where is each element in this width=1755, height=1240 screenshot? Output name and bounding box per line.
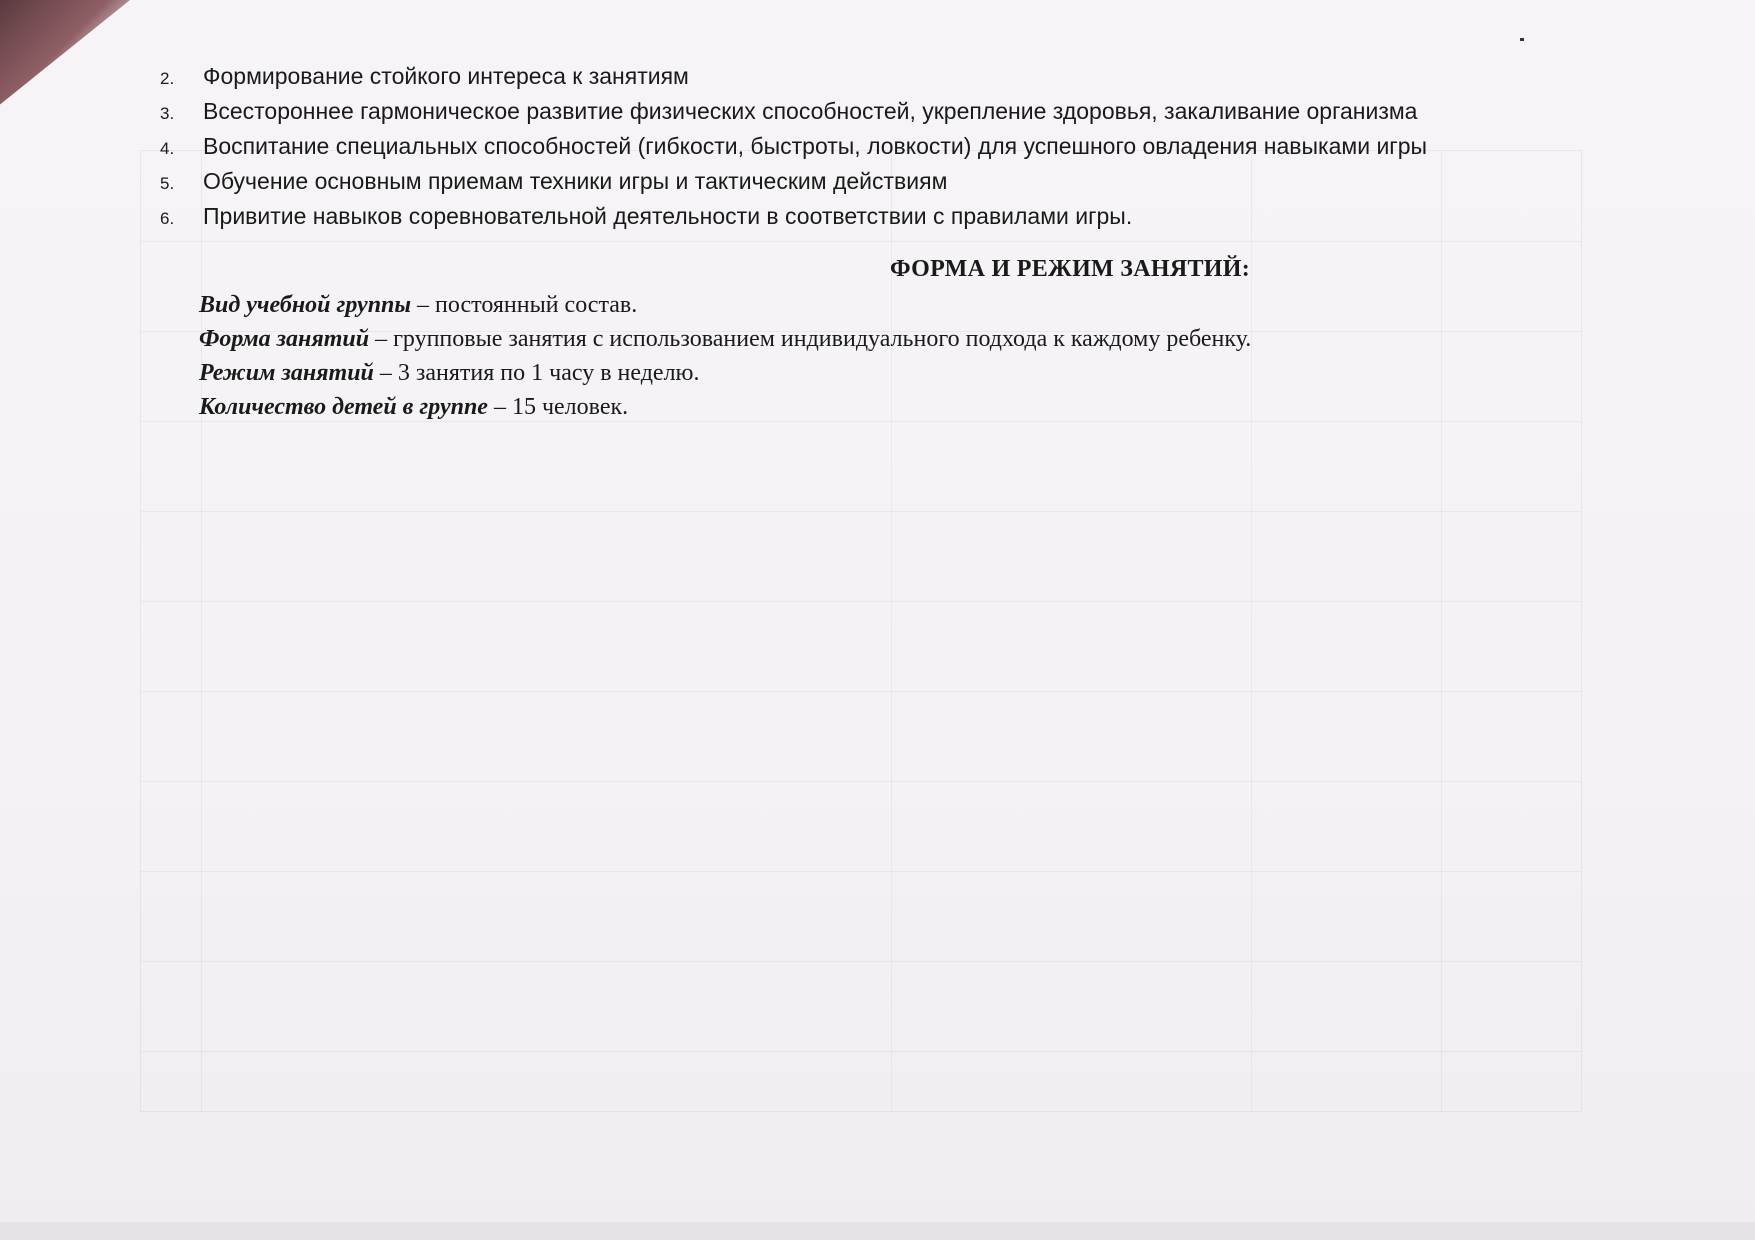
- bleed-row-line: [141, 961, 1581, 962]
- section-title: ФОРМА И РЕЖИМ ЗАНЯТИЙ:: [889, 256, 1251, 282]
- list-item-text: Воспитание специальных способностей (гибкости, быстроты, ловкости) для успешного овладения навыками игры: [203, 133, 1428, 159]
- bleed-row-line: [141, 511, 1581, 512]
- list-item-text: Привитие навыков соревновательной деятельности в соответствии с правилами игры.: [203, 203, 1133, 229]
- bleed-col-line: [1441, 151, 1442, 1111]
- bleed-row-line: [141, 1051, 1581, 1052]
- bleed-row-line: [141, 781, 1581, 782]
- list-item-number: 3.: [160, 104, 175, 123]
- info-label: Вид учебной группы: [199, 292, 412, 318]
- info-row: [199, 322, 1251, 356]
- info-label: Форма занятий: [199, 326, 370, 352]
- info-row: [199, 356, 1251, 390]
- bleed-row-line: [141, 241, 1581, 242]
- scan-speck: [1520, 38, 1524, 41]
- bleed-row-line: [141, 601, 1581, 602]
- list-item: [160, 165, 1427, 200]
- list-item-number: 4.: [160, 139, 175, 158]
- list-item-number: 6.: [160, 209, 175, 228]
- info-label: Режим занятий: [199, 360, 374, 386]
- info-row: [199, 390, 1251, 424]
- scan-bottom-edge: [0, 1222, 1755, 1240]
- info-value: – групповые занятия с использованием индивидуального подхода к каждому ребенку.: [369, 326, 1252, 352]
- info-value: – постоянный состав.: [411, 292, 638, 318]
- list-item-text: Всестороннее гармоническое развитие физических способностей, укрепление здоровья, закаливание организма: [203, 98, 1418, 124]
- info-value: – 15 человек.: [493, 394, 629, 420]
- bleed-row-line: [141, 871, 1581, 872]
- list-item: [160, 200, 1427, 235]
- bleed-row-line: [141, 691, 1581, 692]
- info-value: – 3 занятия по 1 часу в неделю.: [373, 360, 700, 386]
- info-row: [199, 288, 1251, 322]
- list-item: [160, 60, 1427, 95]
- list-item: [160, 130, 1427, 165]
- list-item-text: Обучение основным приемам техники игры и тактическим действиям: [203, 168, 948, 194]
- class-format-info: [199, 288, 1251, 424]
- list-item: [160, 95, 1427, 130]
- list-item-number: 2.: [160, 69, 175, 88]
- scan-corner-shadow: [0, 0, 130, 110]
- goals-list: [160, 60, 1427, 235]
- list-item-number: 5.: [160, 174, 175, 193]
- info-label: Количество детей в группе: [199, 394, 494, 420]
- list-item-text: Формирование стойкого интереса к занятиям: [203, 63, 689, 89]
